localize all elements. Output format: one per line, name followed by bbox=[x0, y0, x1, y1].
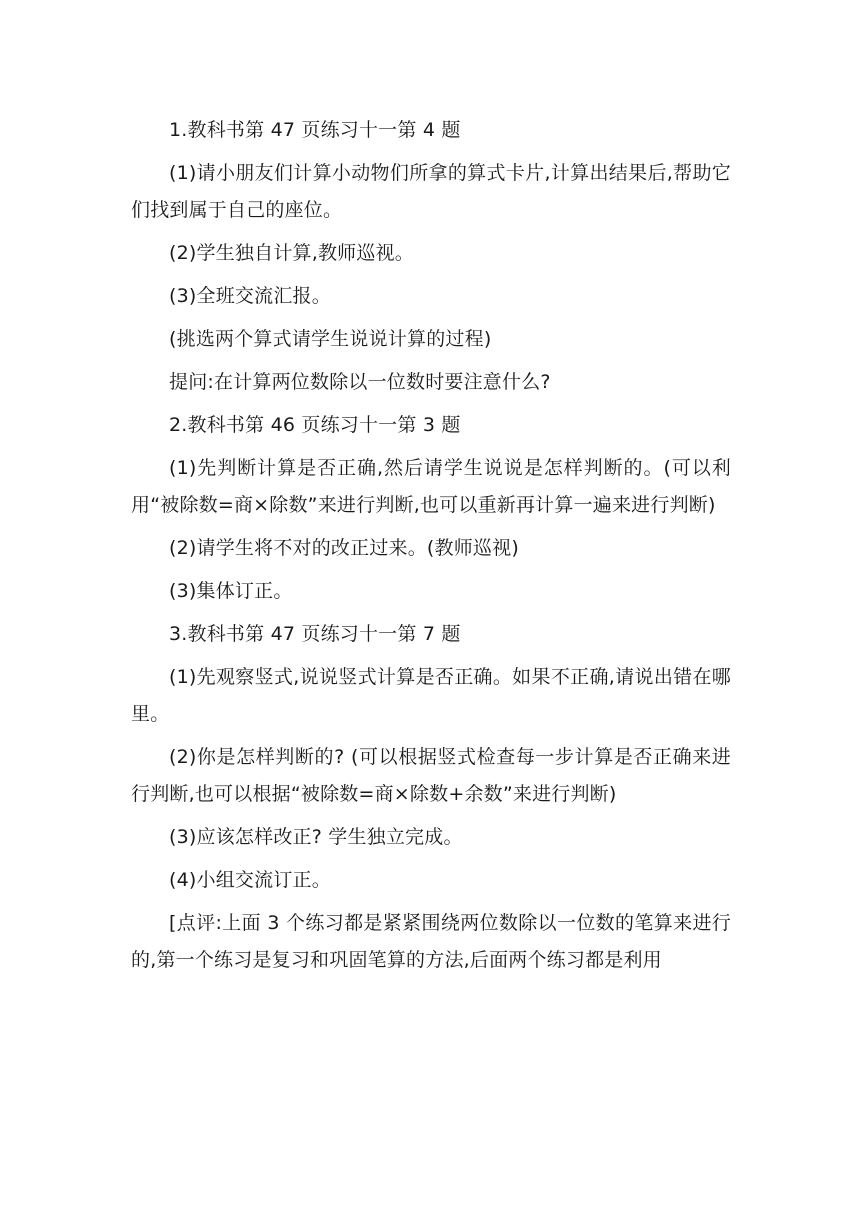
paragraph-commentary: [点评:上面 3 个练习都是紧紧围绕两位数除以一位数的笔算来进行的,第一个练习是复习和巩固笔算的方法,后面两个练习都是利用 bbox=[131, 912, 731, 971]
paragraph-exercise-1-step-2: (2)学生独自计算,教师巡视。 bbox=[169, 242, 414, 264]
paragraph-exercise-2-step-1: (1)先判断计算是否正确,然后请学生说说是怎样判断的。(可以利用“被除数=商×除数”来进行判断,也可以重新再计算一遍来进行判断) bbox=[131, 457, 731, 516]
paragraph-exercise-3-heading: 3.教科书第 47 页练习十一第 7 题 bbox=[169, 623, 461, 645]
document-body bbox=[131, 112, 731, 985]
paragraph-exercise-2-heading: 2.教科书第 46 页练习十一第 3 题 bbox=[169, 414, 461, 436]
paragraph-exercise-3-step-4: (4)小组交流订正。 bbox=[169, 869, 331, 891]
paragraph-exercise-2-step-3: (3)集体订正。 bbox=[169, 580, 293, 602]
paragraph-exercise-3-step-1: (1)先观察竖式,说说竖式计算是否正确。如果不正确,请说出错在哪里。 bbox=[131, 666, 731, 725]
paragraph-exercise-1-step-1: (1)请小朋友们计算小动物们所拿的算式卡片,计算出结果后,帮助它们找到属于自己的座位。 bbox=[131, 162, 731, 221]
paragraph-exercise-1-note: (挑选两个算式请学生说说计算的过程) bbox=[169, 328, 492, 350]
paragraph-exercise-1-step-3: (3)全班交流汇报。 bbox=[169, 285, 331, 307]
paragraph-exercise-3-step-2: (2)你是怎样判断的? (可以根据竖式检查每一步计算是否正确来进行判断,也可以根据“被除数=商×除数+余数”来进行判断) bbox=[131, 746, 731, 805]
paragraph-exercise-1-question: 提问:在计算两位数除以一位数时要注意什么? bbox=[169, 371, 551, 393]
paragraph-exercise-3-step-3: (3)应该怎样改正? 学生独立完成。 bbox=[169, 826, 463, 848]
paragraph-exercise-2-step-2: (2)请学生将不对的改正过来。(教师巡视) bbox=[169, 537, 519, 559]
paragraph-exercise-1-heading: 1.教科书第 47 页练习十一第 4 题 bbox=[169, 119, 461, 141]
